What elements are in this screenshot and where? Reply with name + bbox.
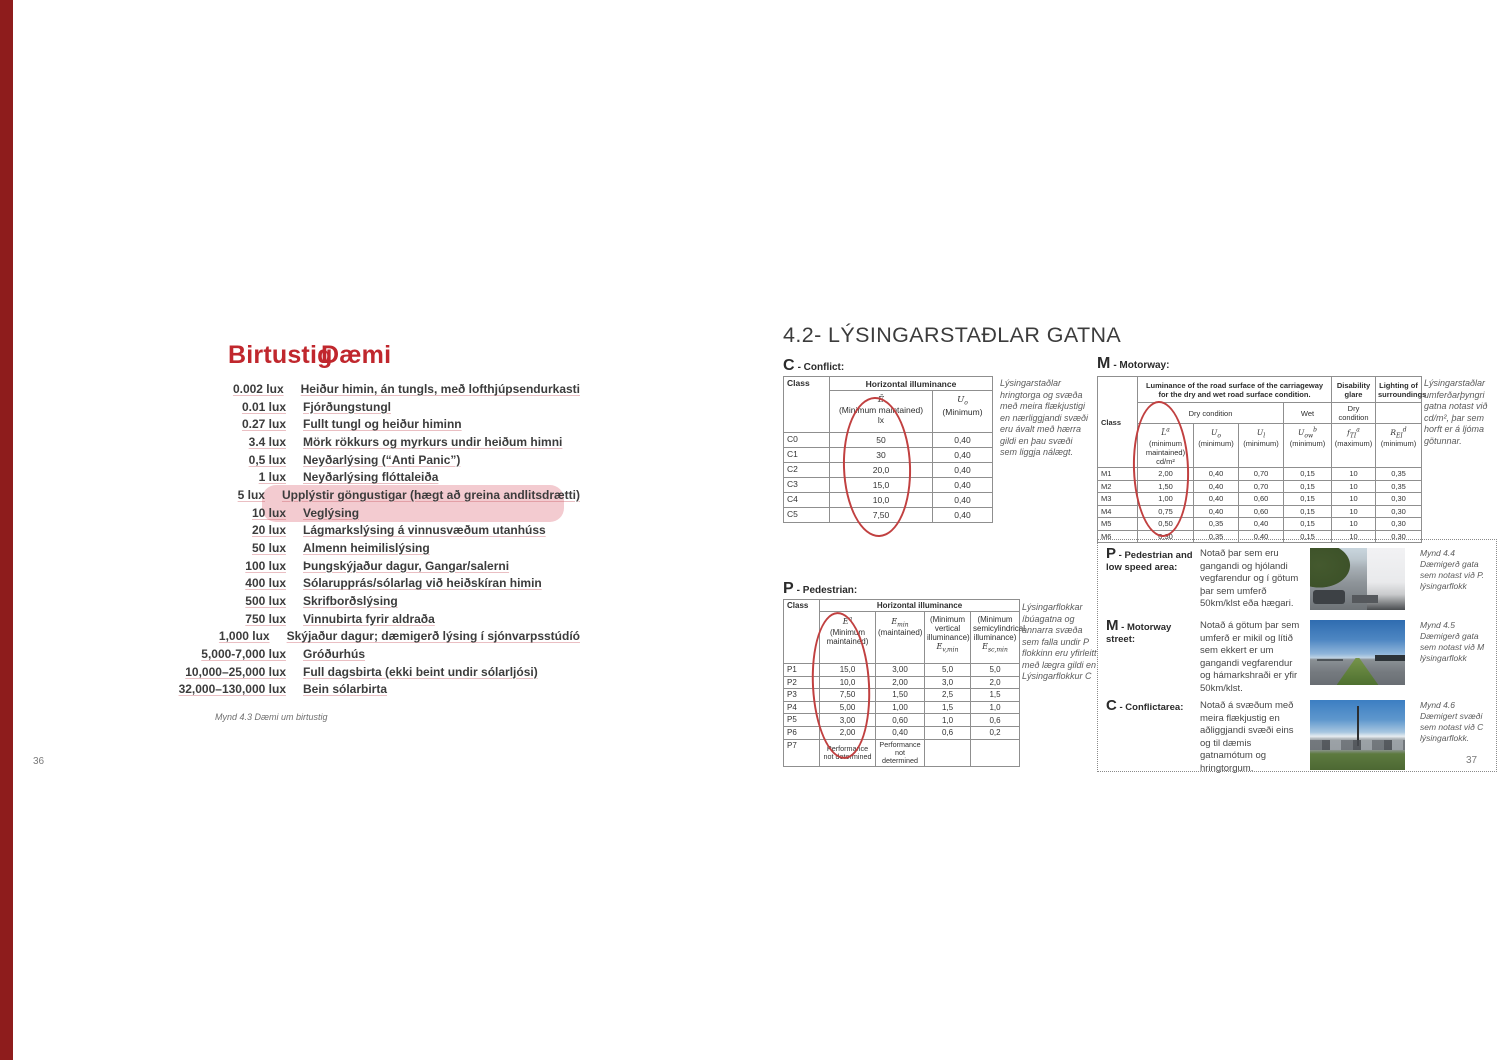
cell-rei: 0,30 [1376, 530, 1422, 543]
cell-l: 0,50 [1138, 518, 1194, 531]
page-number-37: 37 [1466, 755, 1478, 766]
cell-uo: 0,40 [1194, 493, 1239, 506]
photo-caption: Mynd 4.4 Dæmigerð gata sem notast við P. lýsingarflokk [1420, 548, 1485, 591]
cell-e: 3,00 [820, 714, 876, 727]
legend-letter: M [1106, 617, 1119, 634]
motorway-table [1097, 376, 1427, 543]
cell-rei: 0,35 [1376, 468, 1422, 481]
left-table-title-daemi: Dæmi [321, 341, 392, 369]
cell-evmin: 1,5 [925, 701, 971, 714]
lux-description: Fullt tungl og heiður himinn [303, 417, 462, 432]
page-number-36: 36 [33, 756, 45, 767]
legend-entry-label [1106, 545, 1194, 574]
cell-class: C4 [784, 493, 830, 508]
pedestrian-symbol-header: (Minimum semicylindrical illuminance) $E_{sc,min}$ [971, 612, 1020, 664]
lux-value: 0.01 lux [241, 399, 286, 414]
pedestrian-section-label [783, 580, 857, 598]
cell-e: 5,00 [820, 701, 876, 714]
lux-value: 1,000 lux [218, 629, 270, 644]
lux-description: Gróðurhús [303, 646, 365, 661]
pedestrian-letter: P [783, 580, 794, 597]
conflict-row [784, 508, 993, 523]
motorway-glare-dry-header: Dry condition [1332, 403, 1376, 424]
lux-value: 20 lux [251, 523, 286, 538]
cell-uo: 0,35 [1194, 518, 1239, 531]
cell-class: M1 [1098, 468, 1138, 481]
lux-row [150, 681, 580, 699]
lux-value: 400 lux [245, 576, 286, 591]
conflict-col-e: Ē (Minimum maintained) lx [830, 391, 933, 433]
cell-e: 15,0 [830, 478, 933, 493]
pedestrian-note: Lýsingarflokkar íbúagatna og annarra svæða sem falla undir P flokkinn eru yfirleitt með lægra gildi en Lýsingarflokkur C [1022, 602, 1097, 681]
lux-row [150, 628, 580, 646]
legend-label-text: - Motorway street: [1106, 622, 1172, 645]
cell-escmin: 0,6 [971, 714, 1020, 727]
lux-row [150, 452, 580, 470]
lux-value: 5 lux [237, 487, 265, 502]
cell-escmin: 5,0 [971, 664, 1020, 677]
cell-class: P2 [784, 676, 820, 689]
cell-class: M4 [1098, 505, 1138, 518]
pedestrian-symbol-header: $E_{min}$ (maintained) [876, 612, 925, 664]
cell-uo: 0,40 [1194, 480, 1239, 493]
lux-row [150, 469, 580, 487]
legend-entry-label [1106, 617, 1194, 646]
cell-ul: 0,60 [1239, 505, 1284, 518]
lux-value: 10 lux [251, 505, 286, 520]
cell-class: C2 [784, 463, 830, 478]
cell-l: 0,30 [1138, 530, 1194, 543]
motorway-symbol-header: $R_{EI}^d$ (minimum) [1376, 424, 1422, 468]
cell-ul: 0,60 [1239, 493, 1284, 506]
legend-letter: C [1106, 697, 1117, 714]
cell-emin: 0,60 [876, 714, 925, 727]
cell-evmin: 2,5 [925, 689, 971, 702]
lux-level-list [150, 381, 580, 699]
cell-ul: 0,70 [1239, 480, 1284, 493]
lux-description: Skýjaður dagur; dæmigerð lýsing í sjónvarpsstúdíó [286, 629, 580, 644]
cell-e: 50 [830, 433, 933, 448]
lux-row [150, 664, 580, 682]
conflict-row [784, 478, 993, 493]
conflict-row [784, 493, 993, 508]
cell-class: M5 [1098, 518, 1138, 531]
cell-e: 10,0 [820, 676, 876, 689]
cell-class: M6 [1098, 530, 1138, 543]
cell-rei: 0,30 [1376, 493, 1422, 506]
lux-value: 0,5 lux [248, 452, 286, 467]
lux-description: Þungskýjaður dagur, Gangar/salerni [303, 558, 510, 573]
cell-uo: 0,35 [1194, 530, 1239, 543]
cell-class: M3 [1098, 493, 1138, 506]
lux-row [150, 434, 580, 452]
pedestrian-row [784, 664, 1020, 677]
motorway-symbol-header: L̄$^a$ (minimum maintained) cd/m² [1138, 424, 1194, 468]
cell-fti: 10 [1332, 468, 1376, 481]
legend-entry [1106, 545, 1492, 620]
motorway-dry-header: Dry condition [1138, 403, 1284, 424]
cell-rei: 0,30 [1376, 505, 1422, 518]
lux-value: 0.002 lux [232, 382, 284, 396]
conflict-section-label [783, 357, 844, 375]
cell-uow: 0,15 [1284, 480, 1332, 493]
motorway-letter: M [1097, 355, 1111, 372]
lux-description: Heiður himin, án tungls, með lofthjúpsendurkasti [300, 382, 580, 396]
cell-uo: 0,40 [933, 433, 993, 448]
pedestrian-symbol-header: $Ē^a$ (Minimum maintained) [820, 612, 876, 664]
lux-description: Fjórðungstungl [303, 399, 391, 414]
cell-evmin [925, 739, 971, 766]
cell-class: P6 [784, 726, 820, 739]
legend-entry-label [1106, 697, 1194, 714]
conflict-table [783, 376, 993, 523]
lux-description: Veglýsing [303, 505, 360, 520]
lux-description: Mörk rökkurs og myrkurs undir heiðum himni [303, 434, 563, 449]
legend-entry [1106, 617, 1492, 700]
conflict-note: Lýsingarstaðlar hringtorga og svæða með meira flækjustigi en nærliggjandi svæði eru ávalt með hærra gildi en þau svæði sem liggja nálægt. [1000, 378, 1089, 457]
lux-value: 100 lux [245, 558, 286, 573]
motorway-col-class: Class [1098, 377, 1138, 468]
cell-escmin: 2,0 [971, 676, 1020, 689]
cell-ul: 0,40 [1239, 518, 1284, 531]
cell-escmin: 1,0 [971, 701, 1020, 714]
motorway-row [1098, 518, 1422, 531]
motorway-symbol-header: $U_{ow}^b$ (minimum) [1284, 424, 1332, 468]
cell-class: P7 [784, 739, 820, 766]
lux-row [150, 540, 580, 558]
pedestrian-row [784, 676, 1020, 689]
lux-value: 0.27 lux [241, 417, 286, 432]
cell-class: P5 [784, 714, 820, 727]
cell-class: M2 [1098, 480, 1138, 493]
cell-e: Performance not determined [820, 739, 876, 766]
cell-class: P3 [784, 689, 820, 702]
cell-uo: 0,40 [933, 448, 993, 463]
cell-emin: 1,50 [876, 689, 925, 702]
cell-l: 2,00 [1138, 468, 1194, 481]
legend-description: Notað á svæðum með meira flækjustig en aðliggjandi svæði eins og til dæmis gatnamótum og hringtorgum. [1200, 700, 1294, 774]
cell-e: 2,00 [820, 726, 876, 739]
lux-value: 500 lux [245, 593, 286, 608]
legend-description: Notað á götum þar sem umferð er mikil og lítið sem ekkert er um gangandi vegfarendur og hámarkshraði er yfir 50km/klst. [1200, 620, 1300, 694]
cell-fti: 10 [1332, 530, 1376, 543]
cell-evmin: 3,0 [925, 676, 971, 689]
pedestrian-label-text: - Pedestrian: [796, 585, 858, 596]
pedestrian-group-header: Horizontal illuminance [820, 600, 1020, 612]
motorway-row [1098, 480, 1422, 493]
motorway-surroundings-header: Lighting of surroundings [1376, 377, 1422, 403]
conflict-row [784, 433, 993, 448]
cell-e: 10,0 [830, 493, 933, 508]
street-photo [1310, 620, 1405, 685]
cell-class: C3 [784, 478, 830, 493]
cell-l: 1,00 [1138, 493, 1194, 506]
motorway-symbol-header: $U_o$ (minimum) [1194, 424, 1239, 468]
cell-uo: 0,40 [1194, 505, 1239, 518]
motorway-row [1098, 505, 1422, 518]
legend-label-text: - Conflictarea: [1119, 702, 1184, 713]
pedestrian-table [783, 599, 1026, 767]
lux-row [150, 416, 580, 434]
pedestrian-col-class: Class [784, 600, 820, 664]
lux-row [150, 558, 580, 576]
motorway-luminance-header: Luminance of the road surface of the carriageway for the dry and wet road surface condition. [1138, 377, 1332, 403]
cell-ul: 0,40 [1239, 530, 1284, 543]
cell-e: 7,50 [820, 689, 876, 702]
photo-caption: Mynd 4.6 Dæmigert svæði sem notast við C lýsingarflokk. [1420, 700, 1484, 743]
cell-uo: 0,40 [1194, 468, 1239, 481]
page-edge-red-bar [0, 0, 13, 1060]
cell-class: C1 [784, 448, 830, 463]
cell-e: 15,0 [820, 664, 876, 677]
cell-l: 1,50 [1138, 480, 1194, 493]
conflict-row [784, 448, 993, 463]
lux-description: Full dagsbirta (ekki beint undir sólarljósi) [303, 664, 538, 679]
cell-uo: 0,40 [933, 478, 993, 493]
street-photo [1310, 700, 1405, 770]
cell-e: 30 [830, 448, 933, 463]
cell-emin: 3,00 [876, 664, 925, 677]
lux-description: Almenn heimilislýsing [303, 540, 430, 555]
pedestrian-row [784, 689, 1020, 702]
lux-description: Lágmarkslýsing á vinnusvæðum utanhúss [303, 523, 546, 538]
lux-description: Vinnubirta fyrir aldraða [303, 611, 435, 626]
lux-description: Skrifborðslýsing [303, 593, 398, 608]
conflict-label-text: - Conflict: [797, 362, 845, 373]
motorway-symbol-header: $U_l$ (minimum) [1239, 424, 1284, 468]
lux-row [150, 593, 580, 611]
cell-uow: 0,15 [1284, 530, 1332, 543]
cell-class: C5 [784, 508, 830, 523]
motorway-glare-header: Disability glare [1332, 377, 1376, 403]
lux-value: 750 lux [245, 611, 286, 626]
cell-rei: 0,30 [1376, 518, 1422, 531]
conflict-letter: C [783, 357, 795, 374]
motorway-section-label [1097, 355, 1169, 373]
cell-escmin: 0,2 [971, 726, 1020, 739]
cell-uow: 0,15 [1284, 493, 1332, 506]
cell-emin: Performance not determined [876, 739, 925, 766]
lux-description: Upplýstir göngustigar (hægt að greina andlitsdrætti) [281, 487, 580, 502]
pedestrian-row [784, 701, 1020, 714]
lux-value: 1 lux [258, 470, 286, 485]
lux-row [150, 399, 580, 417]
cell-l: 0,75 [1138, 505, 1194, 518]
lux-value: 32,000–130,000 lux [178, 682, 286, 697]
cell-ul: 0,70 [1239, 468, 1284, 481]
cell-fti: 10 [1332, 505, 1376, 518]
conflict-col-class: Class [784, 377, 830, 433]
cell-emin: 0,40 [876, 726, 925, 739]
lux-row [150, 487, 580, 505]
cell-evmin: 5,0 [925, 664, 971, 677]
cell-fti: 10 [1332, 480, 1376, 493]
conflict-col-uo: $U_o$ (Minimum) [933, 391, 993, 433]
motorway-row [1098, 468, 1422, 481]
class-legend-box [1097, 539, 1497, 772]
pedestrian-row-p7 [784, 739, 1020, 766]
lux-description: Neyðarlýsing (“Anti Panic”) [303, 452, 461, 467]
pedestrian-row [784, 714, 1020, 727]
legend-letter: P [1106, 545, 1117, 562]
cell-uow: 0,15 [1284, 468, 1332, 481]
motorway-blank-header [1376, 403, 1422, 424]
lux-row [150, 505, 580, 523]
cell-evmin: 0,6 [925, 726, 971, 739]
cell-fti: 10 [1332, 518, 1376, 531]
lux-description: Neyðarlýsing flóttaleiða [303, 470, 439, 485]
pedestrian-symbol-header: (Minimum vertical illuminance) $E_{v,min}$ [925, 612, 971, 664]
cell-class: C0 [784, 433, 830, 448]
lux-description: Sólarupprás/sólarlag við heiðskíran himin [303, 576, 542, 591]
cell-fti: 10 [1332, 493, 1376, 506]
cell-emin: 1,00 [876, 701, 925, 714]
figure-caption-4-3: Mynd 4.3 Dæmi um birtustig [215, 712, 328, 722]
cell-rei: 0,35 [1376, 480, 1422, 493]
conflict-row [784, 463, 993, 478]
motorway-row [1098, 493, 1422, 506]
legend-entry [1106, 697, 1492, 775]
cell-class: P4 [784, 701, 820, 714]
cell-evmin: 1,0 [925, 714, 971, 727]
cell-e: 7,50 [830, 508, 933, 523]
motorway-label-text: - Motorway: [1113, 360, 1170, 371]
cell-uow: 0,15 [1284, 518, 1332, 531]
cell-escmin: 1,5 [971, 689, 1020, 702]
lux-row [150, 575, 580, 593]
section-heading: 4.2- LÝSINGARSTAÐLAR GATNA [783, 323, 1122, 347]
cell-uo: 0,40 [933, 493, 993, 508]
lux-value: 10,000–25,000 lux [185, 664, 286, 679]
lux-row [150, 522, 580, 540]
cell-class: P1 [784, 664, 820, 677]
cell-emin: 2,00 [876, 676, 925, 689]
lux-row [150, 646, 580, 664]
cell-uo: 0,40 [933, 508, 993, 523]
lux-row [150, 381, 580, 399]
motorway-note: Lýsingarstaðlar umferðarþyngri gatna notast við cd/m², þar sem horft er á ljóma götunnar. [1424, 378, 1488, 446]
pedestrian-row [784, 726, 1020, 739]
cell-uow: 0,15 [1284, 505, 1332, 518]
legend-label-text: - Pedestrian and low speed area: [1106, 550, 1193, 573]
lux-description: Bein sólarbirta [303, 682, 388, 697]
cell-uo: 0,40 [933, 463, 993, 478]
lux-value: 5,000-7,000 lux [201, 646, 286, 661]
legend-description: Notað þar sem eru gangandi og hjólandi vegfarendur og í götum þar sem umferð 50km/klst eða hægari. [1200, 548, 1299, 609]
cell-e: 20,0 [830, 463, 933, 478]
street-photo [1310, 548, 1405, 610]
motorway-wet-header: Wet [1284, 403, 1332, 424]
motorway-symbol-header: $f_{TI}^a$ (maximum) [1332, 424, 1376, 468]
cell-escmin [971, 739, 1020, 766]
lux-value: 50 lux [251, 540, 286, 555]
lux-value: 3.4 lux [248, 434, 286, 449]
lux-row [150, 611, 580, 629]
left-table-title-birtustig: Birtustig [228, 341, 333, 369]
photo-caption: Mynd 4.5 Dæmigerð gata sem notast við M lýsingarflokk [1420, 620, 1485, 663]
conflict-group-header: Horizontal illuminance [830, 377, 993, 391]
